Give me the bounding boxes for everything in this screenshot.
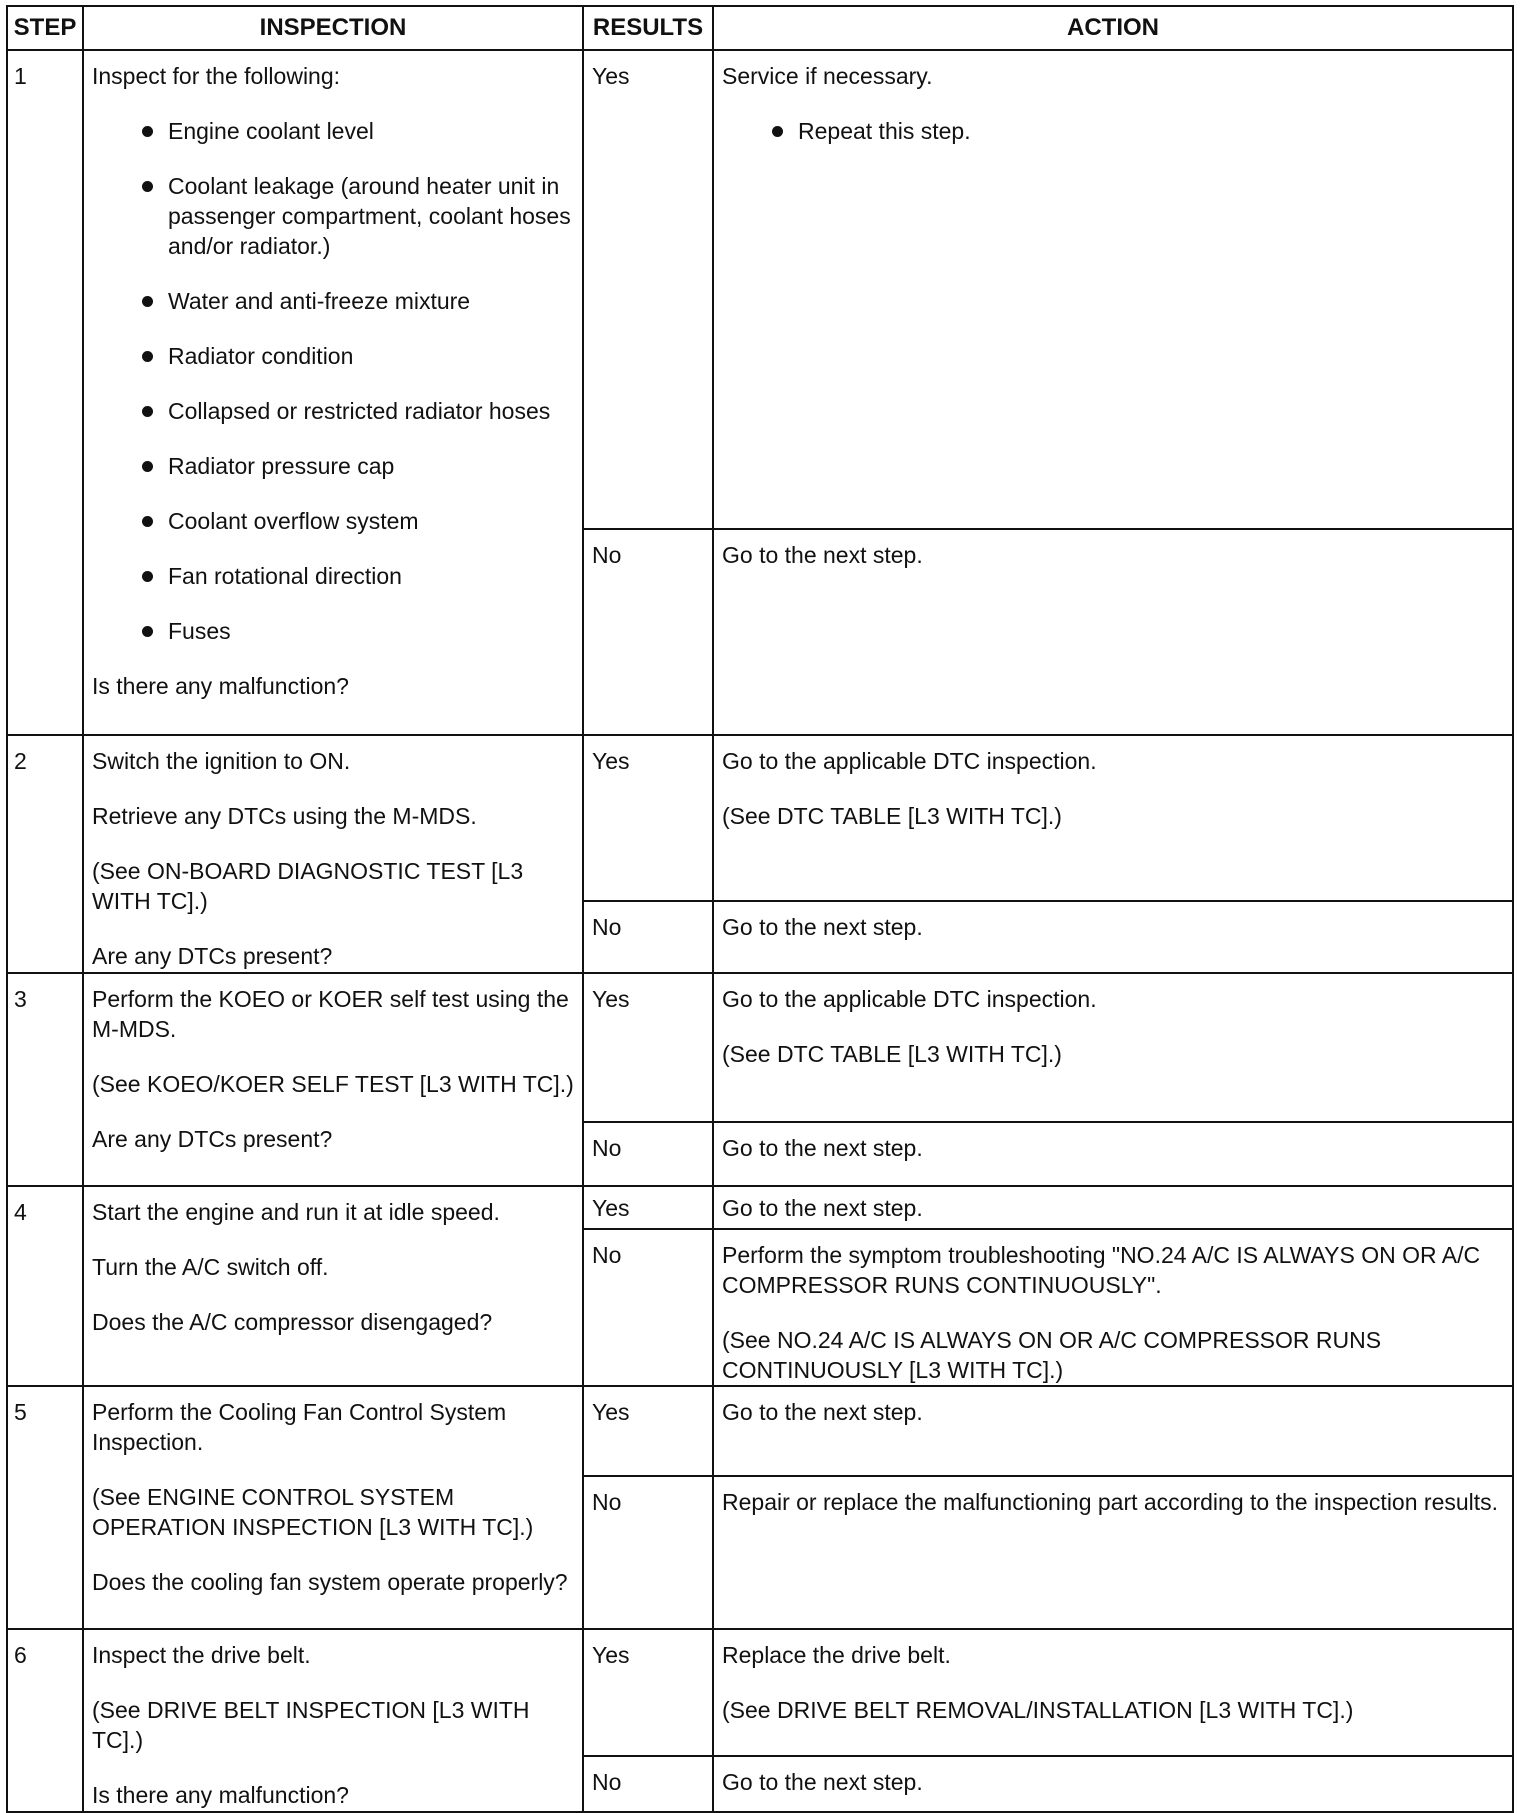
result-no: No <box>583 529 713 735</box>
action-text: Go to the next step. <box>722 542 923 568</box>
list-item: Fan rotational direction <box>142 561 574 591</box>
header-inspection: INSPECTION <box>83 6 583 50</box>
action-yes <box>713 50 1513 529</box>
list-item: Radiator condition <box>142 341 574 371</box>
action-no <box>713 901 1513 973</box>
inspection-question: Does the cooling fan system operate properly? <box>92 1569 568 1595</box>
inspection-question: Is there any malfunction? <box>92 673 349 699</box>
action-text: Go to the next step. <box>722 914 923 940</box>
header-row <box>7 6 1513 50</box>
step-number: 3 <box>7 973 83 1186</box>
header-action: ACTION <box>713 6 1513 50</box>
action-text: Go to the next step. <box>722 1399 923 1425</box>
table-row <box>7 1629 1513 1756</box>
action-no <box>713 1122 1513 1186</box>
table-row <box>7 1186 1513 1229</box>
action-text: Go to the next step. <box>722 1769 923 1795</box>
step-number: 5 <box>7 1386 83 1629</box>
header-step: STEP <box>7 6 83 50</box>
step-number: 6 <box>7 1629 83 1812</box>
result-no: No <box>583 1229 713 1386</box>
action-text: Go to the applicable DTC inspection. <box>722 986 1097 1012</box>
action-yes <box>713 735 1513 901</box>
list-item: Repeat this step. <box>772 116 1504 146</box>
table-row <box>7 973 1513 1122</box>
action-text: Service if necessary. <box>722 63 933 89</box>
inspection-question: Are any DTCs present? <box>92 1126 333 1152</box>
list-item: Collapsed or restricted radiator hoses <box>142 396 574 426</box>
header-results: RESULTS <box>583 6 713 50</box>
result-yes: Yes <box>583 735 713 901</box>
action-no <box>713 1756 1513 1812</box>
inspection-line: (See ON-BOARD DIAGNOSTIC TEST [L3 WITH TC].) <box>92 858 524 914</box>
list-item: Water and anti-freeze mixture <box>142 286 574 316</box>
inspection-line: Inspect the drive belt. <box>92 1642 311 1668</box>
inspection-intro: Inspect for the following: <box>92 63 341 89</box>
action-text: Go to the applicable DTC inspection. <box>722 748 1097 774</box>
inspection-cell <box>83 1386 583 1629</box>
inspection-line: Perform the KOEO or KOER self test using the M-MDS. <box>92 986 569 1042</box>
result-no: No <box>583 1122 713 1186</box>
list-item: Coolant leakage (around heater unit in passenger compartment, coolant hoses and/or radiator.) <box>142 171 574 261</box>
inspection-line: Turn the A/C switch off. <box>92 1254 329 1280</box>
action-yes <box>713 1186 1513 1229</box>
result-no: No <box>583 1476 713 1629</box>
action-no <box>713 1476 1513 1629</box>
action-reference: (See DRIVE BELT REMOVAL/INSTALLATION [L3 WITH TC].) <box>722 1697 1354 1723</box>
action-yes <box>713 973 1513 1122</box>
action-yes <box>713 1629 1513 1756</box>
table-row <box>7 50 1513 529</box>
result-yes: Yes <box>583 1186 713 1229</box>
list-item: Fuses <box>142 616 574 646</box>
inspection-question: Is there any malfunction? <box>92 1782 349 1808</box>
inspection-line: (See KOEO/KOER SELF TEST [L3 WITH TC].) <box>92 1071 574 1097</box>
table-row <box>7 735 1513 901</box>
action-no <box>713 1229 1513 1386</box>
result-no: No <box>583 1756 713 1812</box>
inspection-cell <box>83 973 583 1186</box>
action-no <box>713 529 1513 735</box>
table-row <box>7 1386 1513 1476</box>
action-text: Replace the drive belt. <box>722 1642 951 1668</box>
inspection-line: Retrieve any DTCs using the M-MDS. <box>92 803 477 829</box>
list-item: Coolant overflow system <box>142 506 574 536</box>
inspection-line: Switch the ignition to ON. <box>92 748 351 774</box>
result-yes: Yes <box>583 1386 713 1476</box>
result-yes: Yes <box>583 50 713 529</box>
action-list <box>722 116 1504 146</box>
action-text: Perform the symptom troubleshooting "NO.24 A/C IS ALWAYS ON OR A/C COMPRESSOR RUNS CONTINUOUSLY". <box>722 1242 1481 1298</box>
step-number: 4 <box>7 1186 83 1386</box>
troubleshooting-table <box>6 5 1514 1813</box>
step-number: 2 <box>7 735 83 973</box>
result-yes: Yes <box>583 1629 713 1756</box>
inspection-line: (See ENGINE CONTROL SYSTEM OPERATION INSPECTION [L3 WITH TC].) <box>92 1484 534 1540</box>
list-item: Radiator pressure cap <box>142 451 574 481</box>
inspection-cell <box>83 50 583 735</box>
action-yes <box>713 1386 1513 1476</box>
action-text: Repair or replace the malfunctioning part according to the inspection results. <box>722 1489 1499 1515</box>
inspection-cell <box>83 735 583 973</box>
inspection-cell <box>83 1629 583 1812</box>
action-reference: (See NO.24 A/C IS ALWAYS ON OR A/C COMPRESSOR RUNS CONTINUOUSLY [L3 WITH TC].) <box>722 1327 1382 1383</box>
inspection-line: (See DRIVE BELT INSPECTION [L3 WITH TC].) <box>92 1697 530 1753</box>
step-number: 1 <box>7 50 83 735</box>
action-text: Go to the next step. <box>722 1135 923 1161</box>
action-reference: (See DTC TABLE [L3 WITH TC].) <box>722 1041 1062 1067</box>
result-yes: Yes <box>583 973 713 1122</box>
action-text: Go to the next step. <box>722 1195 923 1221</box>
inspection-checklist <box>92 116 574 646</box>
inspection-question: Are any DTCs present? <box>92 943 333 969</box>
action-reference: (See DTC TABLE [L3 WITH TC].) <box>722 803 1062 829</box>
inspection-question: Does the A/C compressor disengaged? <box>92 1309 493 1335</box>
inspection-line: Perform the Cooling Fan Control System Inspection. <box>92 1399 507 1455</box>
inspection-line: Start the engine and run it at idle speed. <box>92 1199 500 1225</box>
result-no: No <box>583 901 713 973</box>
inspection-cell <box>83 1186 583 1386</box>
list-item: Engine coolant level <box>142 116 574 146</box>
